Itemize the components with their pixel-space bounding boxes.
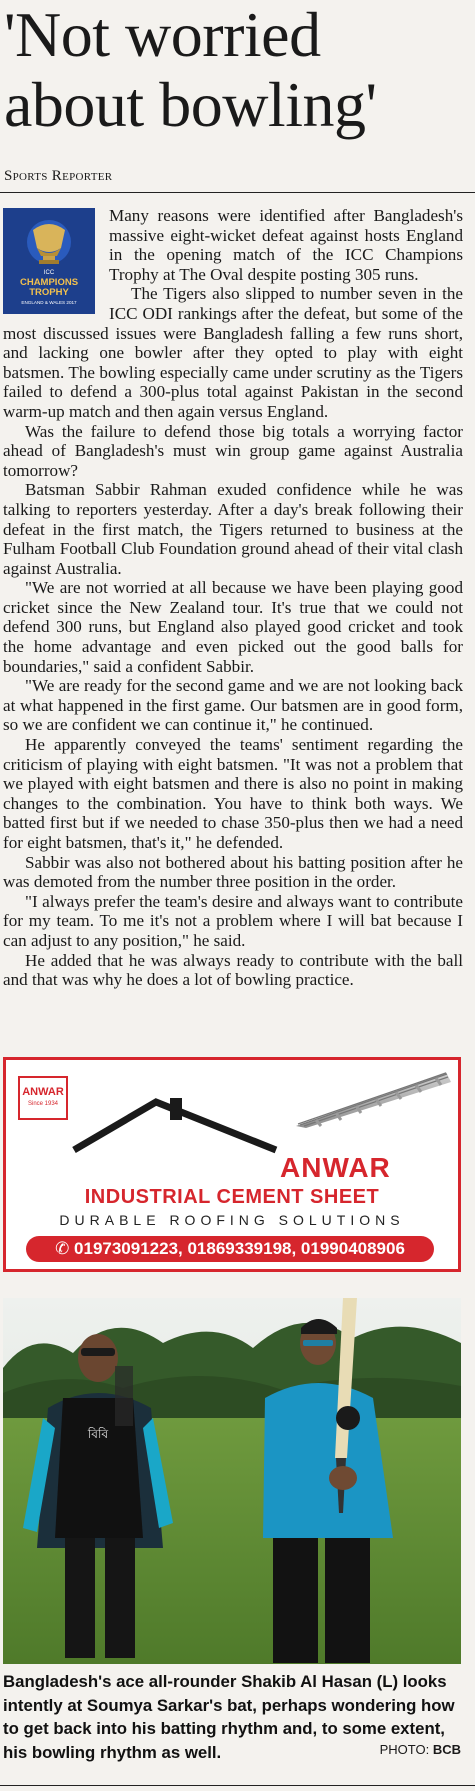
roofing-sheet-icon [286,1068,451,1128]
logo-line-3: ENGLAND & WALES 2017 [21,300,77,305]
phone-icon: ✆ [55,1239,75,1258]
anwar-badge-logo [18,1076,68,1120]
article-paragraph-5: "We are not worried at all because we have been playing good cricket since the New Zealand tour. It's true that we could not defend 300 runs, but England also played good cricket and took the home advantage and even picked out the good balls for boundaries," said a confident Sabbir. [3,578,463,676]
article-paragraph-6: "We are ready for the second game and we are not looking back at what happened in the first game. Our batsmen are in good form, so we are confident we can continue it," he continued. [3,676,463,735]
byline: Sports Reporter [4,168,113,184]
photo-credit [380,1742,461,1757]
article-paragraph-7: He apparently conveyed the teams' sentiment regarding the criticism of playing with eight batsmen. "It was not a problem that we played with eight batsmen and there is also no point in making changes to the combination. You have to think both ways. We batted first but if we needed to chase 350-plus then we had a need for eight batsmen, that's it," he defended. [3,735,463,852]
champions-trophy-logo [3,208,95,314]
article-paragraph-4: Batsman Sabbir Rahman exuded confidence while he was talking to reporters yesterday. After a day's break following their defeat in the first match, the Tigers returned to business at the Fulham Football Club Foundation ground ahead of their vital clash against Australia. [3,480,463,578]
article-body [3,206,463,990]
logo-line-2: TROPHY [29,287,69,298]
bottom-rule [0,1785,475,1786]
photo-caption: Bangladesh's ace all-rounder Shakib Al Hasan (L) looks intently at Soumya Sarkar's bat, perhaps wondering how to get back into his batting rhythm and, to some extent, his bowling rhythm as well. [3,1672,455,1762]
headline-line-1: 'Not worried [4,0,321,70]
top-rule [0,192,475,193]
news-photo [3,1298,461,1664]
article-paragraph-10: He added that he was always ready to contribute with the ball and that was why he does a lot of bowling practice. [3,950,463,990]
ad-phone-numbers: 01973091223, 01869339198, 01990408906 [74,1239,405,1258]
ad-tagline: DURABLE ROOFING SOLUTIONS [59,1212,405,1228]
headline-line-2: about bowling' [4,69,377,140]
anwar-advertisement[interactable] [3,1057,461,1272]
photo-credit-source: BCB [432,1742,461,1757]
jersey-text: বিবি [87,1427,109,1441]
article-paragraph-1: Many reasons were identified after Bangladesh's massive eight-wicket defeat against hosts England in the opening match of the ICC Champions Trophy at The Oval despite posting 305 runs. [109,206,463,284]
photo-credit-label: PHOTO: [379,1742,430,1757]
logo-line-1: CHAMPIONS [19,277,79,288]
logo-org: ICC [43,270,55,276]
article-paragraph-2: The Tigers also slipped to number seven in the ICC ODI rankings after the defeat, but some of the most discussed issues were Bangladesh falling a few runs short, and lacking one bowler after they opted to play with eight batsmen. The bowling especially came under scrutiny as the Tigers failed to defend a 300-plus total against Pakistan in the second warm-up match and then again versus England. [3,284,463,421]
article-paragraph-9: "I always prefer the team's desire and always want to contribute for my team. To me it's not a problem where I will bat because I can adjust to any position," he said. [3,891,463,950]
ad-badge-text: ANWAR [22,1086,64,1098]
article-paragraph-3: Was the failure to defend those big totals a worrying factor ahead of Bangladesh's must win group game against Australia tomorrow? [3,421,463,480]
ad-brand-name: ANWAR [280,1152,391,1183]
ad-product-name: INDUSTRIAL CEMENT SHEET [84,1186,380,1208]
ad-phone-bar[interactable] [26,1236,434,1262]
house-roof-icon [66,1088,286,1158]
headline [4,0,472,140]
article-paragraph-8: Sabbir was also not bothered about his batting position after he was demoted from the number three position in the order. [3,852,463,892]
ad-badge-since: Since 1934 [27,1101,59,1107]
